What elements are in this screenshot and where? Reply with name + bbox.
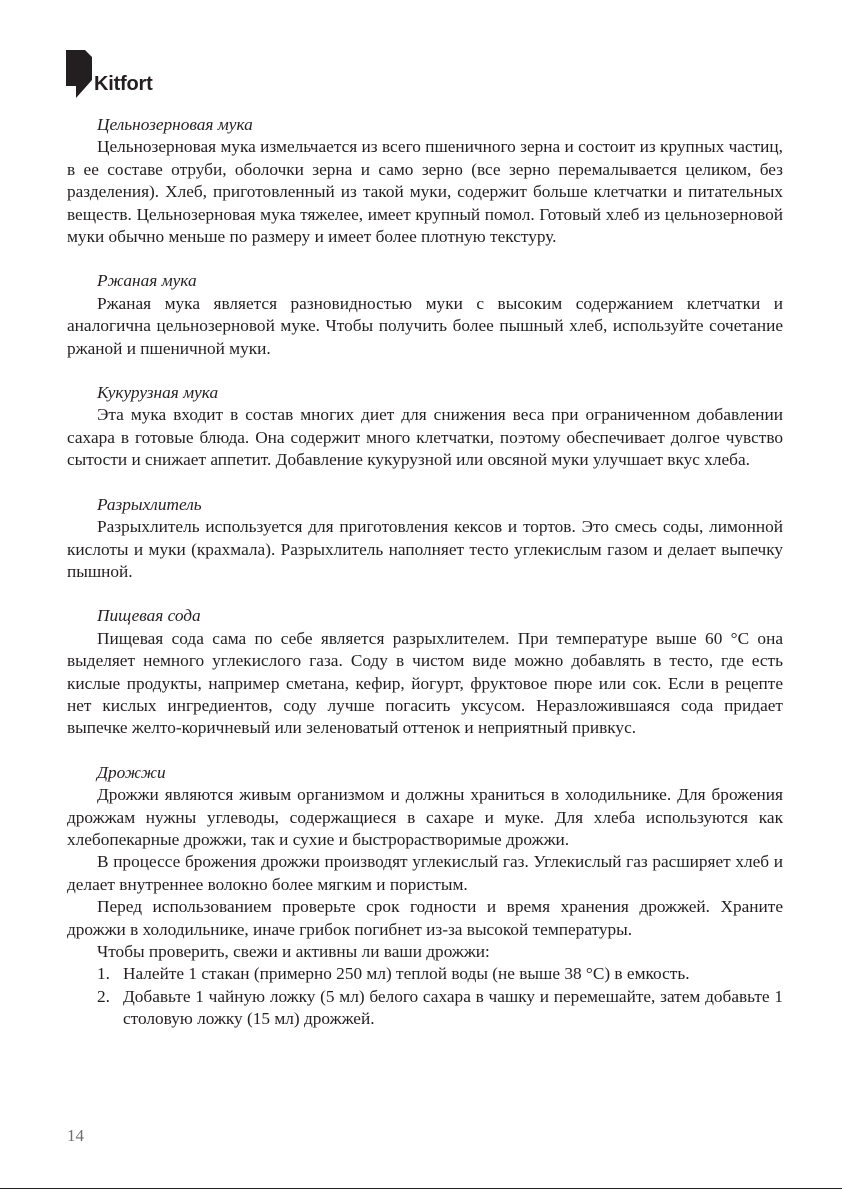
bottom-divider [0,1188,842,1189]
paragraph: Пищевая сода сама по себе является разрыхлителем. При температуре выше 60 °С она выделяет немного углекислого газа. Соду в чистом виде можно добавлять в тесто, где есть кислые продукты, например сметана, кефир, йогурт, фруктовое пюре или сок. Если в рецепте нет кислых ингредиентов, соду лучше погасить уксусом. Неразложившаяся сода придает выпечке желто-коричневый или зеленоватый оттенок и неприятный привкус. [67,628,783,738]
list-item [67,986,783,1031]
paragraph: Перед использованием проверьте срок годности и время хранения дрожжей. Храните дрожжи в холодильнике, иначе грибок погибнет из-за высокой температуры. [67,897,783,939]
section-baking-powder [67,494,783,584]
list-item [67,963,783,985]
paragraph: Дрожжи являются живым организмом и должны храниться в холодильнике. Для брожения дрожжам нужны углеводы, содержащиеся в сахаре и муке. Для хлеба используются как хлебопекарные дрожжи, так и сухие и быстрорастворимые дрожжи. [67,785,783,849]
section-heading: Ржаная мука [97,271,197,291]
brand-name: Kitfort [94,73,153,95]
list-item-number: 1. [97,964,110,984]
paragraph: В процессе брожения дрожжи производят углекислый газ. Углекислый газ расширяет хлеб и делает внутреннее волокно более мягким и пористым. [67,852,783,894]
paragraph: Разрыхлитель используется для приготовления кексов и тортов. Это смесь соды, лимонной кислоты и муки (крахмала). Разрыхлитель наполняет тесто углекислым газом и делает выпечку пышной. [67,517,783,581]
section-whole-grain [67,114,783,248]
section-heading: Кукурузная мука [97,383,219,403]
section-yeast [67,762,783,1031]
section-rye [67,270,783,360]
paragraph: Чтобы проверить, свежи и активны ли ваши дрожжи: [97,942,490,961]
paragraph: Ржаная мука является разновидностью муки с высоким содержанием клетчатки и аналогична цельнозерновой муке. Чтобы получить более пышный хлеб, используйте сочетание ржаной и пшеничной муки. [67,293,783,358]
section-heading: Дрожжи [97,762,166,782]
paragraph: Эта мука входит в состав многих диет для снижения веса при ограниченном добавлении сахара в готовые блюда. Она содержит много клетчатки, поэтому обеспечивает долгое чувство сытости и снижает аппетит. Добавление кукурузной или овсяной муки улучшает вкус хлеба. [67,405,783,470]
list-item-text: Налейте 1 стакан (примерно 250 мл) теплой воды (не выше 38 °С) в емкость. [123,964,690,984]
paragraph: Цельнозерновая мука измельчается из всего пшеничного зерна и состоит из крупных частиц, в ее составе отруби, оболочки зерна и само зерно (все зерно перемалывается целиком, без разделения). Хлеб, приготовленный из такой муки, содержит больше клетчатки и питательных веществ. Цельнозерновая мука тяжелее, имеет крупный помол. Готовый хлеб из цельнозерновой муки обычно меньше по размеру и имеет более плотную текстуру. [67,137,783,247]
yeast-test-steps [67,963,783,1030]
section-corn [67,382,783,472]
list-item-number: 2. [97,986,110,1006]
list-item-text: Добавьте 1 чайную ложку (5 мл) белого сахара в чашку и перемешайте, затем добавьте 1 столовую ложку (15 мл) дрожжей. [123,986,783,1029]
brand-logo [66,50,153,98]
document-body [67,114,783,1031]
kitfort-logo-icon [66,50,92,98]
section-heading: Пищевая сода [97,606,201,626]
section-baking-soda [67,605,783,739]
page-number: 14 [67,1126,84,1145]
section-heading: Разрыхлитель [97,494,202,514]
section-heading: Цельнозерновая мука [97,115,253,134]
